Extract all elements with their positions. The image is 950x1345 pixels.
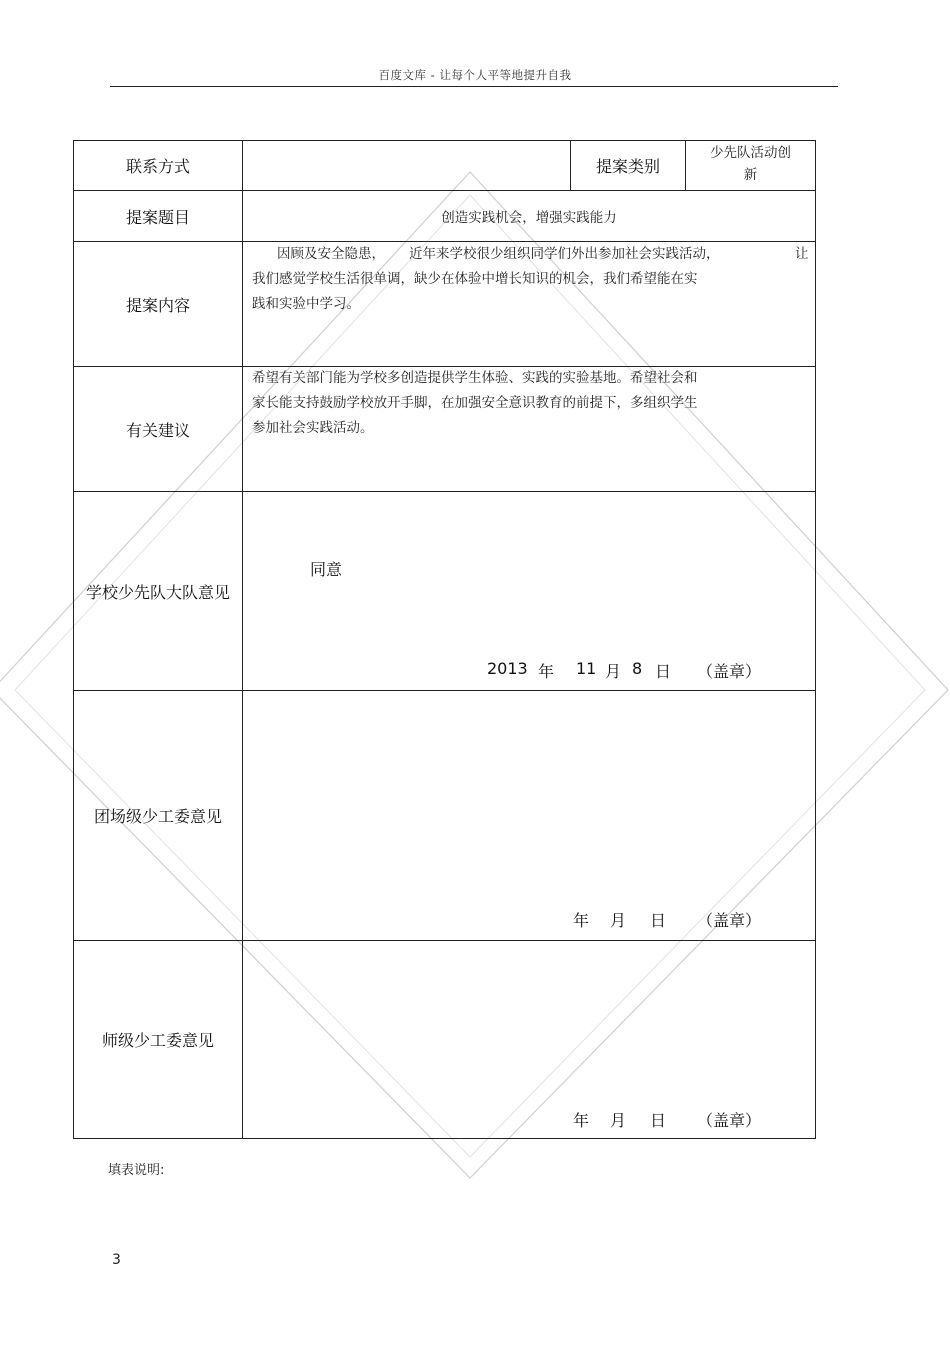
- contact-label: 联系方式: [125, 157, 190, 176]
- category-value-line: 新: [743, 167, 758, 183]
- category-label: 提案类别: [595, 157, 660, 176]
- title-value: 创造实践机会，增强实践能力: [441, 210, 617, 226]
- column-divider: [242, 141, 243, 1138]
- content-label: 提案内容: [125, 295, 190, 315]
- content-text: [252, 242, 808, 317]
- school-opinion-month-unit: 月: [605, 662, 622, 681]
- school-opinion-seal: （盖章）: [697, 662, 762, 681]
- category-value: [686, 141, 815, 190]
- regiment-opinion-day-unit: 日: [650, 911, 667, 930]
- suggestion-line: 希望有关部门能为学校多创造提供学生体验、实践的实验基地。希望社会和: [252, 370, 698, 386]
- school-opinion-year-unit: 年: [538, 662, 555, 681]
- division-opinion-year-unit: 年: [573, 1111, 590, 1130]
- division-opinion-seal: （盖章）: [697, 1111, 762, 1130]
- form-instructions: 填表说明:: [108, 1163, 165, 1178]
- division-opinion-day-unit: 日: [650, 1111, 667, 1130]
- proposal-form: [73, 140, 816, 1139]
- page-number: 3: [112, 1252, 121, 1268]
- content-line: [252, 242, 808, 267]
- division-opinion-label: 师级少工委意见: [101, 1031, 214, 1050]
- content-line-part: 让: [795, 246, 809, 262]
- suggestion-text: [252, 366, 808, 441]
- regiment-opinion-seal: （盖章）: [697, 911, 762, 930]
- school-opinion-year: 2013: [487, 659, 528, 678]
- content-line-part: 近年来学校很少组织同学们外出参加社会实践活动，: [409, 246, 720, 262]
- school-opinion-day-unit: 日: [655, 662, 672, 681]
- category-value-line: 少先队活动创: [710, 145, 791, 161]
- page-header: 百度文库 - 让每个人平等地提升自我: [378, 68, 572, 82]
- suggestion-label: 有关建议: [125, 420, 190, 440]
- title-label: 提案题目: [125, 207, 190, 227]
- regiment-opinion-label: 团场级少工委意见: [93, 807, 222, 826]
- regiment-opinion-year-unit: 年: [573, 911, 590, 930]
- content-line-part: 因顾及安全隐患，: [277, 246, 385, 262]
- contact-field[interactable]: [243, 141, 570, 190]
- school-opinion-label: 学校少先队大队意见: [85, 582, 230, 602]
- suggestion-line: 参加社会实践活动。: [252, 420, 374, 436]
- regiment-opinion-month-unit: 月: [610, 911, 627, 930]
- division-opinion-month-unit: 月: [610, 1111, 627, 1130]
- content-line: 我们感觉学校生活很单调，缺少在体验中增长知识的机会，我们希望能在实: [252, 271, 698, 287]
- suggestion-line: 家长能支持鼓励学校放开手脚，在加强安全意识教育的前提下，多组织学生: [252, 395, 698, 411]
- school-opinion-text: 同意: [310, 560, 343, 579]
- school-opinion-month: 11: [576, 659, 597, 678]
- content-line: 践和实验中学习。: [252, 296, 360, 312]
- school-opinion-day: 8: [632, 659, 643, 678]
- header-divider: [110, 86, 838, 87]
